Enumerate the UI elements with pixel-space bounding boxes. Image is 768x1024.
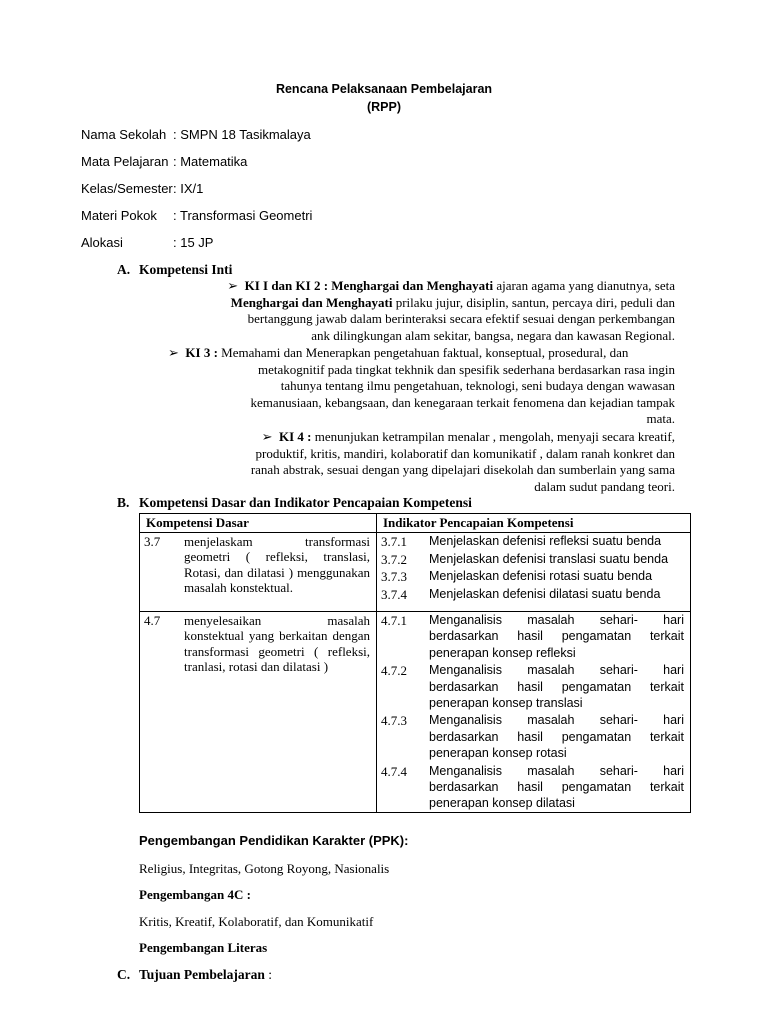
kd-number: 4.7 [144,613,161,628]
identity-value: : IX/1 [173,181,204,196]
ki-4-line-4: dalam sudut pandang teori. [534,478,675,494]
identity-row-allocation [81,235,213,250]
ppk-heading: Pengembangan Pendidikan Karakter (PPK): [139,833,409,848]
identity-label: Mata Pelajaran [81,154,169,169]
section-a-letter: A. [117,262,131,277]
indicator-item [381,612,684,661]
table-header-kd: Kompetensi Dasar [140,514,377,533]
indicator-text: Menganalisis masalah sehari- hari berdasarkan hasil pengamatan terkait penerapan konsep dilatasi [429,763,684,811]
ki-1-2-text: ajaran agama yang dianutnya, seta [493,278,675,293]
four-c-heading: Pengembangan 4C : [139,887,251,902]
identity-row-subject [81,154,247,169]
section-c-title: Tujuan Pembelajaran [139,967,265,982]
indicator-number: 4.7.3 [381,713,407,729]
identity-value: : Transformasi Geometri [173,208,313,223]
table-row [140,612,691,813]
ki-3-line-2: metakognitif pada tingkat tekhnik dan spesifik sederhana berdasarkan rasa ingin [258,361,675,377]
table-header-row [140,514,691,533]
ki-4-paragraph [200,429,675,495]
indicator-number: 4.7.4 [381,763,407,779]
indicator-text: Menganalisis masalah sehari- hari berdasarkan hasil pengamatan terkait penerapan konsep rotasi [429,713,684,761]
table-header-indicator: Indikator Pencapaian Kompetensi [377,514,691,533]
identity-row-topic [81,208,312,223]
indicator-text: Menjelaskan defenisi translasi suatu benda [429,551,669,566]
ki-4-bold: KI 4 : [279,429,312,444]
kd-text: menyelesaikan masalah konstektual yang berkaitan dengan transformasi geometri ( refleksi, tranlasi, rotasi dan dilatasi ) [184,613,370,675]
ki-3-bold: KI 3 : [185,345,218,360]
ki-3-paragraph [150,345,675,428]
indicator-item [381,568,684,586]
kd-number: 3.7 [144,534,161,549]
section-c-letter: C. [117,967,131,982]
indicator-item [381,586,684,604]
indicator-item [381,662,684,711]
kd-text: menjelaskam transformasi geometri ( refleksi, translasi, Rotasi, dan dilatasi ) menggunakan masalah konstektual. [184,534,370,596]
indicator-number: 3.7.4 [381,586,407,602]
indicator-item [381,551,684,569]
identity-value: : Matematika [173,154,248,169]
indicator-number: 3.7.1 [381,534,407,549]
arrow-bullet-icon: ➢ [261,429,273,444]
identity-row-school [81,127,311,142]
ki-3-line-5: mata. [646,411,675,427]
identity-row-class [81,181,203,196]
identity-label: Alokasi [81,235,123,250]
document-subtitle: (RPP) [366,100,402,114]
literasi-heading: Pengembangan Literas [139,940,268,955]
ki-1-2-bold: KI I dan KI 2 : Menghargai dan Menghayati [244,278,494,293]
indicator-text: Menganalisis masalah sehari- hari berdasarkan hasil pengamatan terkait penerapan konsep translasi [429,663,684,711]
indicator-text: Menjelaskan defenisi dilatasi suatu benda [429,586,661,601]
section-b-letter: B. [117,495,130,510]
ki-3-line-3: tahunya tentang ilmu pengetahuan, teknologi, seni budaya dengan wawasan [280,378,675,394]
identity-label: Materi Pokok [81,208,157,223]
indicator-number: 4.7.1 [381,613,407,628]
table-row [140,533,691,612]
ki-1-2-line-4: ank dilingkungan alam sekitar, bangsa, negara dan kawasan Regional. [311,327,675,343]
ki-1-2-text-2: prilaku jujur, disiplin, santun, percaya diri, peduli dan [392,294,675,310]
indicator-cell [377,533,691,612]
indicator-cell [377,612,691,813]
ki-3-line-1: Memahami dan Menerapkan pengetahuan faktual, konseptual, prosedural, dan [217,345,629,360]
four-c-text: Kritis, Kreatif, Kolaboratif, dan Komunikatif [139,914,374,929]
identity-label: Nama Sekolah [81,127,167,142]
section-a-title: Kompetensi Inti [139,262,233,277]
ki-4-line-3: ranah abstrak, sesuai dengan yang dipelajari disekolah dan sumberlain yang sama [250,462,675,478]
indicator-number: 3.7.3 [381,569,407,584]
indicator-text: Menjelaskan defenisi refleksi suatu benda [429,534,662,548]
document-title: Rencana Pelaksanaan Pembelajaran [275,82,493,96]
competency-table [139,513,691,813]
ki-1-2-line-3: bertanggung jawab dalam berinteraksi secara efektif sesuai dengan perkembangan [247,311,675,327]
indicator-number: 4.7.2 [381,663,407,679]
section-c-heading [139,967,272,983]
ki-4-line-1: menunjukan ketrampilan menalar , mengolah, menyaji secara kreatif, [311,429,675,444]
section-b-title: Kompetensi Dasar dan Indikator Pencapaian Kompetensi [139,495,472,510]
indicator-item [381,533,684,551]
indicator-item [381,763,684,812]
ki-4-line-2: produktif, kritis, mandiri, kolaboratif dan komunikatif , dalam ranah konkret dan [255,445,675,461]
arrow-bullet-icon: ➢ [227,278,239,293]
ppk-text: Religius, Integritas, Gotong Royong, Nasionalis [139,861,390,876]
kd-cell [140,533,377,612]
ki-3-line-4: kemanusiaan, kebangsaan, dan kenegaraan terkait fenomena dan kejadian tampak [250,394,675,410]
identity-value: : SMPN 18 Tasikmalaya [173,127,311,142]
indicator-item [381,712,684,761]
indicator-text: Menganalisis masalah sehari- hari berdasarkan hasil pengamatan terkait penerapan konsep refleksi [429,613,684,660]
ki-1-2-bold-2: Menghargai dan Menghayati [230,294,393,310]
identity-value: : 15 JP [173,235,214,250]
ki-1-2-paragraph [170,278,675,344]
identity-label: Kelas/Semester [81,181,173,196]
kd-cell [140,612,377,813]
indicator-text: Menjelaskan defenisi rotasi suatu benda [429,569,653,583]
arrow-bullet-icon: ➢ [168,345,179,360]
indicator-number: 3.7.2 [381,551,407,567]
section-c-suffix: : [264,967,273,982]
